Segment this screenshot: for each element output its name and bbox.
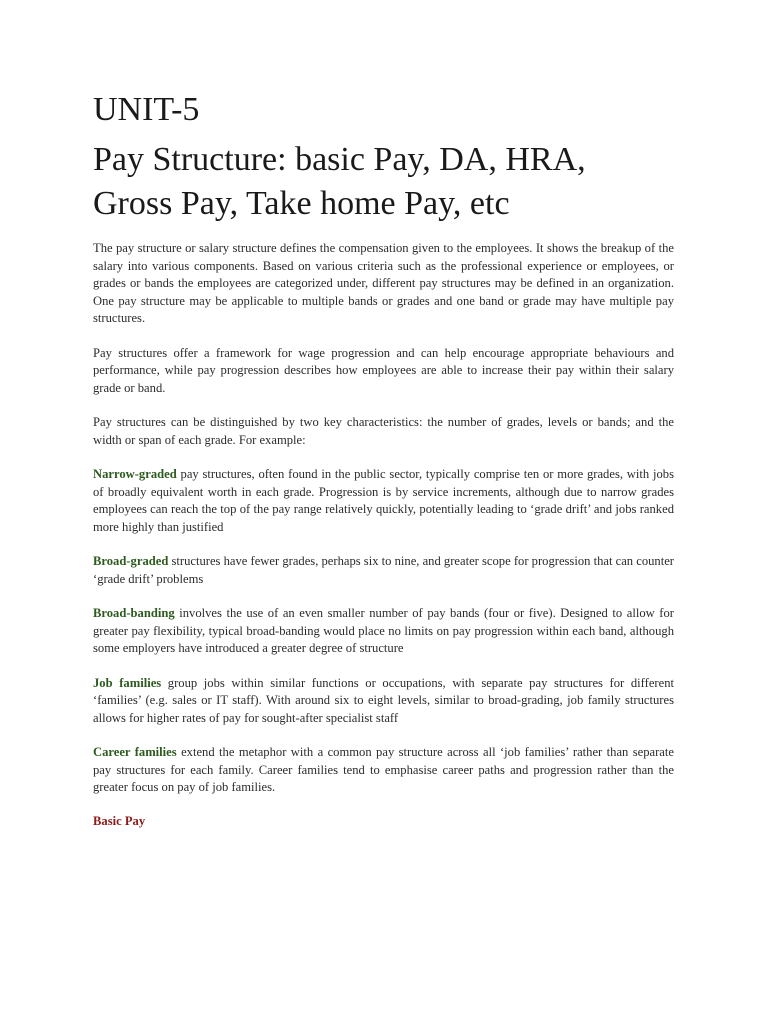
broad-graded-term: Broad-graded xyxy=(93,554,169,568)
job-families-paragraph xyxy=(93,675,674,728)
page-title: Pay Structure: basic Pay, DA, HRA, Gross Pay, Take home Pay, etc xyxy=(93,141,586,222)
broad-banding-term: Broad-banding xyxy=(93,606,175,620)
broad-graded-paragraph xyxy=(93,553,674,588)
narrow-graded-paragraph xyxy=(93,466,674,536)
unit-title: UNIT-5 xyxy=(93,91,200,128)
broad-banding-paragraph xyxy=(93,605,674,658)
career-families-term: Career families xyxy=(93,745,177,759)
narrow-graded-text: pay structures, often found in the public sector, typically comprise ten or more grades, with jobs of broadly equivalent worth in each grade. Progression is by service increments, although due to narrow grades employees can reach the top of the pay range relatively quickly, potentially leading to ‘grade drift’ and jobs ranked more highly than justified xyxy=(93,467,674,534)
characteristics-paragraph: Pay structures can be distinguished by two key characteristics: the number of grades, levels or bands; and the width or span of each grade. For example: xyxy=(93,415,674,447)
basic-pay-heading: Basic Pay xyxy=(93,813,146,828)
broad-banding-text: involves the use of an even smaller number of pay bands (four or five). Designed to allow for greater pay flexibility, typical broad-banding would place no limits on pay progression within each band, although some employers have introduced a greater degree of structure xyxy=(93,606,674,655)
intro-paragraph: The pay structure or salary structure defines the compensation given to the employees. It shows the breakup of the salary into various components. Based on various criteria such as the professional experience or employees, or grades or bands the employees are categorized under, different pay structures may be defined in an organization. One pay structure may be applicable to multiple bands or grades and one band or grade may have multiple pay structures. xyxy=(93,241,674,325)
job-families-text: group jobs within similar functions or occupations, with separate pay structures for different ‘families’ (e.g. sales or IT staff). With around six to eight levels, similar to broad-grading, job family structures allows for higher rates of pay for sought-after specialist staff xyxy=(93,675,674,725)
narrow-graded-term: Narrow-graded xyxy=(93,467,177,481)
career-families-paragraph xyxy=(93,744,674,797)
job-families-term: Job families xyxy=(93,675,162,690)
framework-paragraph: Pay structures offer a framework for wage progression and can help encourage appropriate behaviours and performance, while pay progression describes how employees are able to increase their pay within their salary grade or band. xyxy=(93,345,674,395)
broad-graded-text: structures have fewer grades, perhaps six to nine, and greater scope for progression that can counter ‘grade drift’ problems xyxy=(93,554,675,586)
career-families-text: extend the metaphor with a common pay structure across all ‘job families’ rather than separate pay structures for each family. Career families tend to emphasise career paths and progression rather than the greater focus on pay of job families. xyxy=(93,745,674,794)
document-page xyxy=(93,90,674,829)
